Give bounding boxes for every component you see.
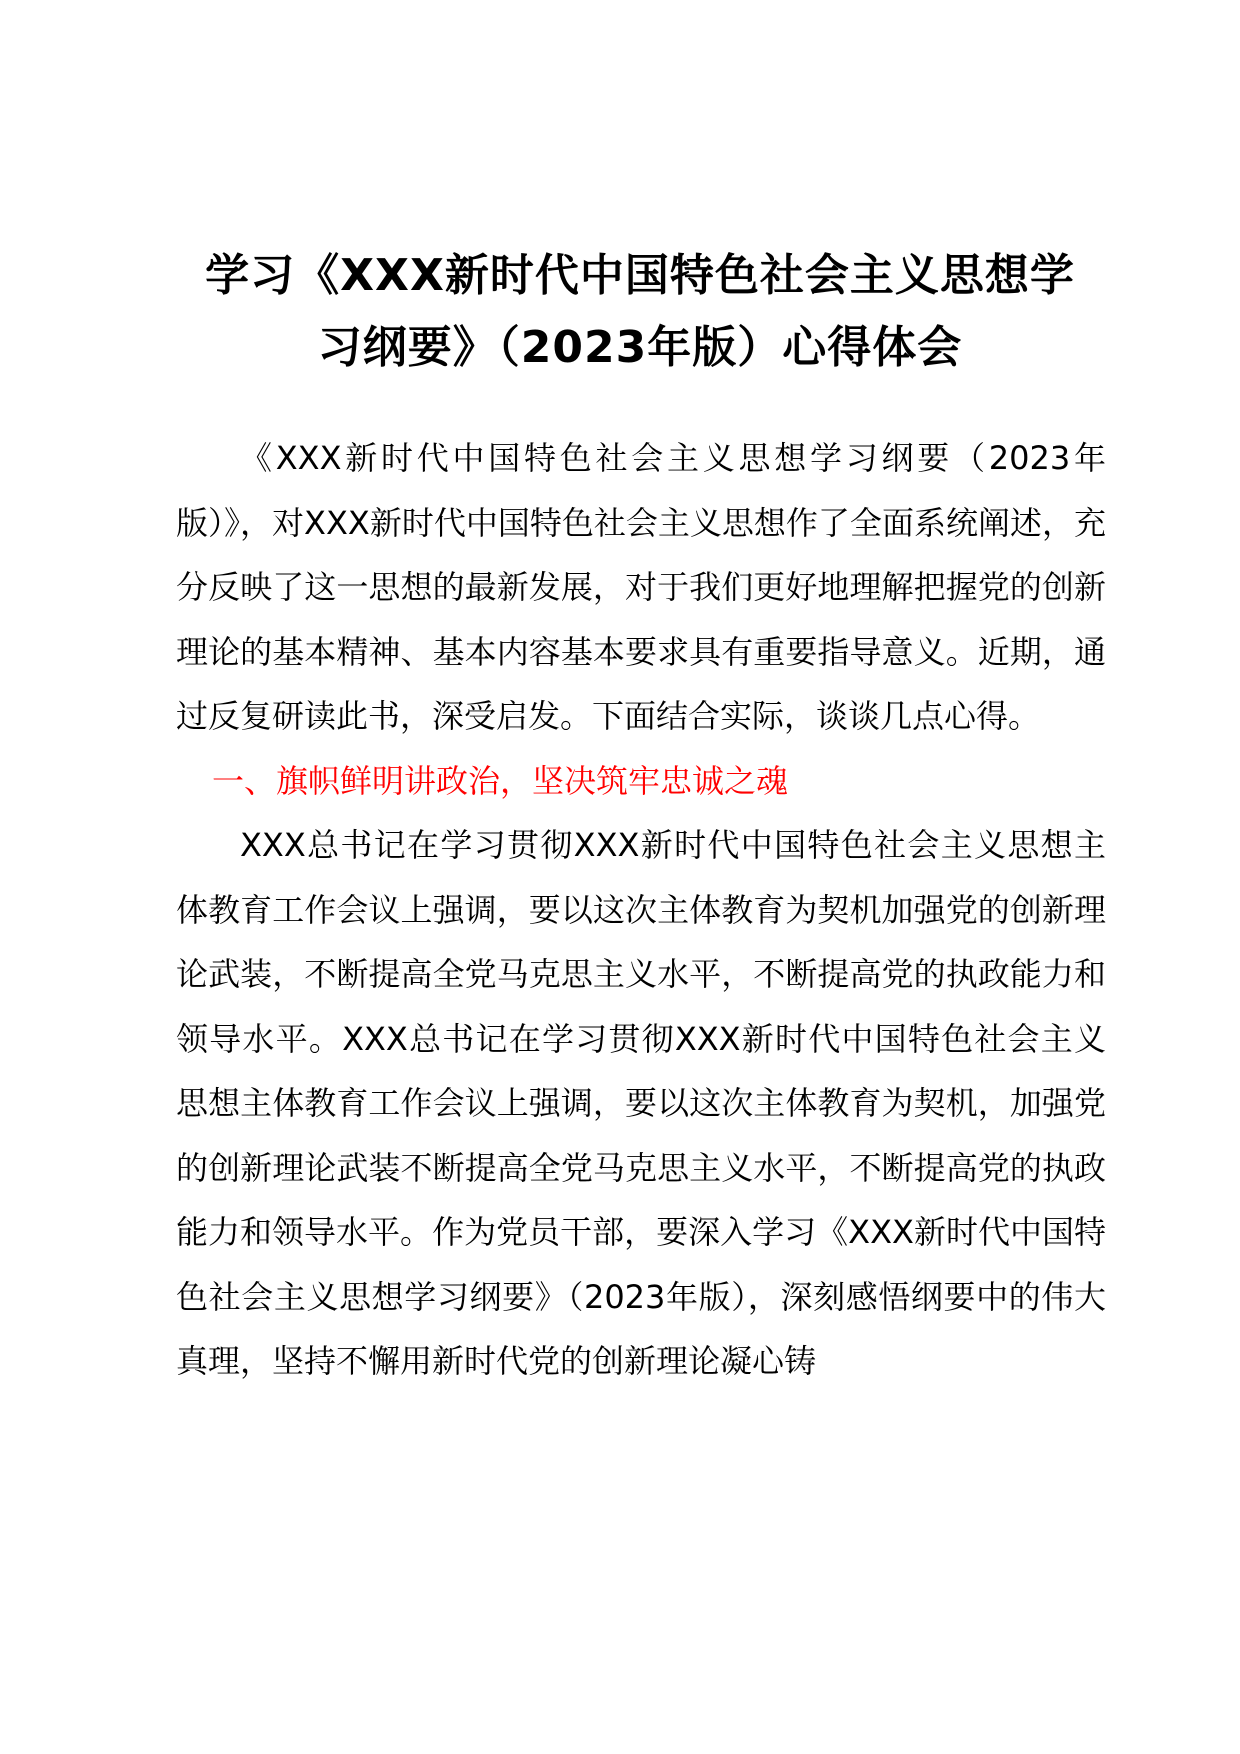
section-heading-1: 一、旗帜鲜明讲政治，坚决筑牢忠诚之魂 — [212, 761, 789, 800]
document-title-line-1: 学习《XXX新时代中国特色社会主义思想学 — [205, 250, 1075, 301]
document-title — [160, 240, 1120, 384]
document-body — [176, 426, 1106, 1394]
document-title-line-2: 习纲要》（2023年版）心得体会 — [317, 322, 963, 373]
section-1-paragraph: XXX总书记在学习贯彻XXX新时代中国特色社会主义思想主体教育工作会议上强调，要以这次主体教育为契机加强党的创新理论武装，不断提高全党马克思主义水平，不断提高党的执政能力和领导水平。XXX总书记在学习贯彻XXX新时代中国特色社会主义思想主体教育工作会议上强调，要以这次主体教育为契机，加强党的创新理论武装不断提高全党马克思主义水平，不断提高党的执政能力和领导水平。作为党员干部，要深入学习《XXX新时代中国特色社会主义思想学习纲要》（2023年版），深刻感悟纲要中的伟大真理，坚持不懈用新时代党的创新理论凝心铸 — [176, 826, 1106, 1380]
intro-paragraph: 《XXX新时代中国特色社会主义思想学习纲要（2023年版）》，对XXX新时代中国特色社会主义思想作了全面系统阐述，充分反映了这一思想的最新发展，对于我们更好地理解把握党的创新理论的基本精神、基本内容基本要求具有重要指导意义。近期，通过反复研读此书，深受启发。下面结合实际，谈谈几点心得。 — [176, 439, 1106, 735]
